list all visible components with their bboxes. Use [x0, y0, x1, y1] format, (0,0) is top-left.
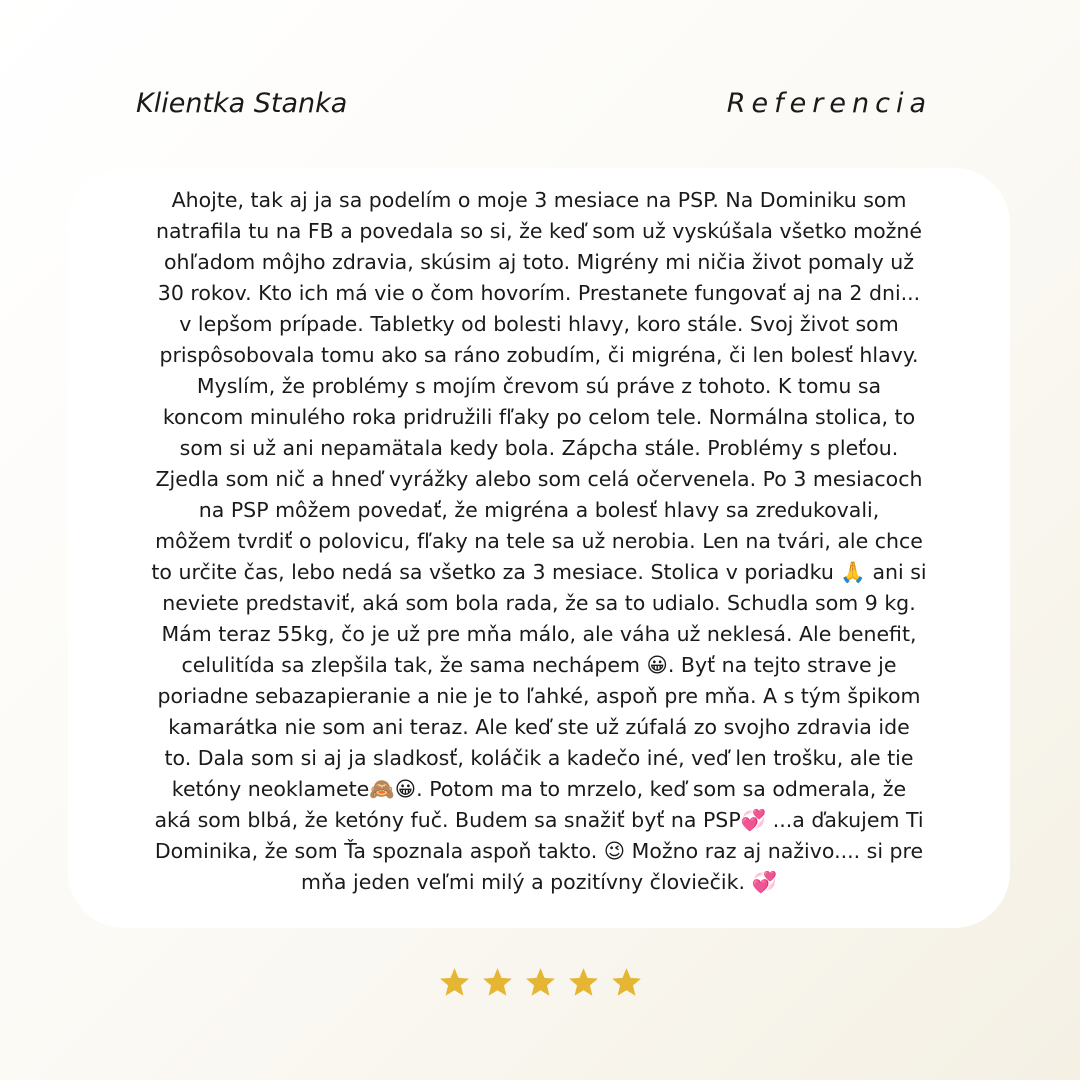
section-label: Referencia [726, 88, 932, 119]
testimonial-text: Ahojte, tak aj ja sa podelím o moje 3 mesiace na PSP. Na Dominiku som natrafila tu na FB a povedala so si, že keď som už vyskúšala všetko možné ohľadom môjho zdravia, skúsim aj toto. Migrény mi ničia život pomaly už 30 rokov. Kto ich má vie o čom hovorím. Prestanete fungovať aj na 2 dni... v lepšom prípade. Tabletky od bolesti hlavy, koro stále. Svoj život som prispôsobovala tomu ako sa ráno zobudím, či migréna, či len bolesť hlavy. Myslím, že problémy s mojím črevom sú práve z tohoto. K tomu sa koncom minulého roka pridružili fľaky po celom tele. Normálna stolica, to som si už ani nepamätala kedy bola. Zápcha stále. Problémy s pleťou. Zjedla som nič a hneď vyrážky alebo som celá očervenela. Po 3 mesiacoch na PSP môžem povedať, že migréna a bolesť hlavy sa zredukovali, môžem tvrdiť o polovicu, fľaky na tele sa už nerobia. Len na tvári, ale chce to určite čas, lebo nedá sa všetko za 3 mesiace. Stolica v poriadku 🙏 ani si neviete predstaviť, aká som bola rada, že sa to udialo. Schudla som 9 kg. Mám teraz 55kg, čo je už pre mňa málo, ale váha už neklesá. Ale benefit, celulitída sa zlepšila tak, že sama nechápem 😀. Byť na tejto strave je poriadne sebazapieranie a nie je to ľahké, aspoň pre mňa. A s tým špikom kamarátka nie som ani teraz. Ale keď ste už zúfalá zo svojho zdravia ide to. Dala som si aj ja sladkosť, koláčik a kadečo iné, veď len trošku, ale tie ketóny neoklamete🙈😀. Potom ma to mrzelo, keď som sa odmerala, že aká som blbá, že ketóny fuč. Budem sa snažiť byť na PSP💞 ...a ďakujem Ti Dominika, že som Ťa spoznala aspoň takto. 😉 Možno raz aj naživo.... si pre mňa jeden veľmi milý a pozitívny človiečik. 💞 [151, 188, 927, 894]
star-icon [524, 966, 557, 999]
star-icon [481, 966, 514, 999]
star-rating [0, 966, 1080, 999]
star-icon [438, 966, 471, 999]
star-icon [610, 966, 643, 999]
client-name: Klientka Stanka [136, 88, 348, 119]
star-icon [567, 966, 600, 999]
testimonial-card [68, 168, 1010, 928]
